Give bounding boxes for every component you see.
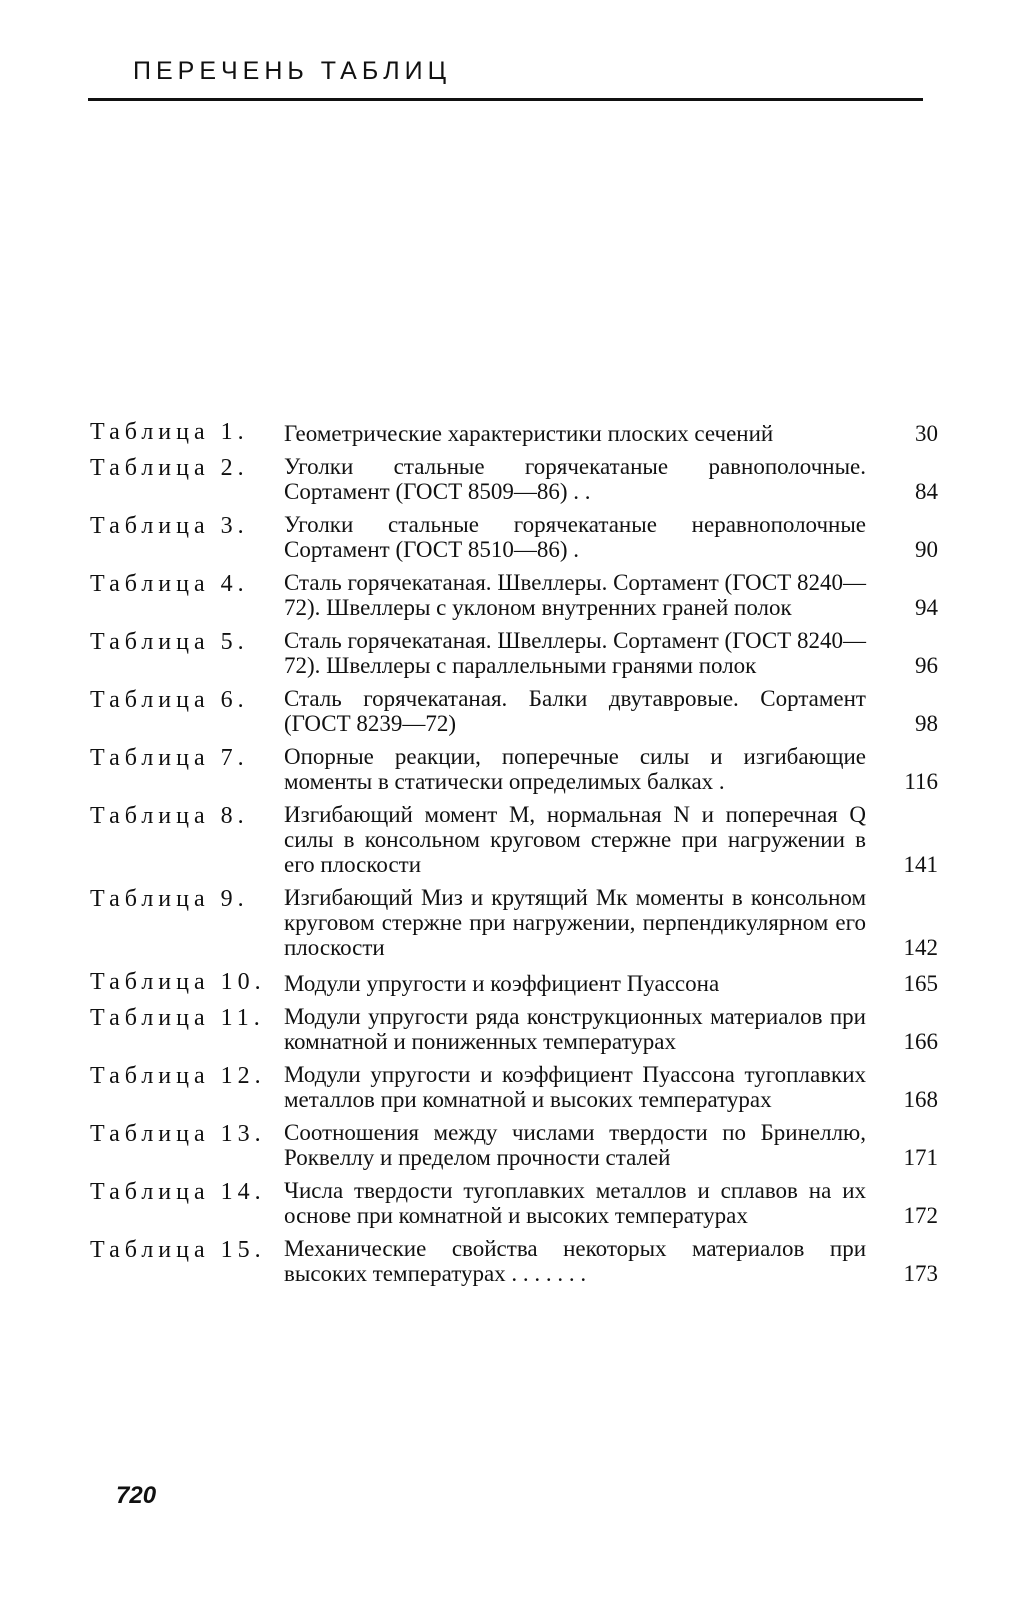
table-label: Таблица 15.: [90, 1237, 266, 1263]
page-number: 172: [903, 1203, 938, 1228]
table-list-item: [90, 686, 938, 736]
table-title: Сталь горячекатаная. Балки двутавровые. Сортамент (ГОСТ 8239—72): [284, 686, 866, 736]
table-list-item: [90, 1004, 938, 1054]
table-title: Соотношения между числами твердости по Бринеллю, Роквеллу и пределом прочности сталей: [284, 1120, 866, 1170]
table-title: Модули упругости ряда конструкционных материалов при комнатной и пониженных температурах: [284, 1004, 866, 1054]
table-title: Уголки стальные горячекатаные неравнополочные Сортамент (ГОСТ 8510—86) .: [284, 512, 866, 562]
table-label: Таблица 14.: [90, 1179, 266, 1205]
table-list-item: [90, 454, 938, 504]
page-number: 94: [915, 595, 938, 620]
table-label: Таблица 5.: [90, 629, 249, 655]
table-title: Геометрические характеристики плоских сечений: [284, 421, 774, 446]
page-number: 166: [903, 1029, 938, 1054]
page-number: 171: [903, 1145, 938, 1170]
page-number: 141: [903, 852, 938, 877]
table-list-item: [90, 628, 938, 678]
table-list-item: [90, 1120, 938, 1170]
page-folio: 720: [116, 1482, 157, 1509]
page-number: 96: [915, 653, 938, 678]
table-label: Таблица 13.: [90, 1121, 266, 1147]
table-list-item: [90, 968, 938, 996]
table-list-item: [90, 885, 938, 960]
table-title: Сталь горячекатаная. Швеллеры. Сортамент (ГОСТ 8240—72). Швеллеры с уклоном внутренних граней полок: [284, 570, 866, 620]
table-label: Таблица 1.: [90, 419, 249, 445]
table-label: Таблица 2.: [90, 455, 249, 481]
table-label: Таблица 9.: [90, 886, 249, 912]
table-list-item: [90, 418, 938, 446]
table-title: Уголки стальные горячекатаные равнополочные. Сортамент (ГОСТ 8509—86) . .: [284, 454, 866, 504]
page-number: 165: [903, 971, 938, 996]
running-header: ПЕРЕЧЕНЬ ТАБЛИЦ: [133, 57, 452, 85]
table-title: Модули упругости и коэффициент Пуассона тугоплавких металлов при комнатной и высоких температурах: [284, 1062, 866, 1112]
table-list-item: [90, 1062, 938, 1112]
table-label: Таблица 4.: [90, 571, 249, 597]
table-title: Механические свойства некоторых материалов при высоких температурах . . . . . . .: [284, 1236, 866, 1286]
table-title: Числа твердости тугоплавких металлов и сплавов на их основе при комнатной и высоких температурах: [284, 1178, 866, 1228]
table-label: Таблица 10.: [90, 969, 266, 995]
page-number: 173: [903, 1261, 938, 1286]
table-title: Опорные реакции, поперечные силы и изгибающие моменты в статически определимых балках .: [284, 744, 866, 794]
table-label: Таблица 12.: [90, 1063, 266, 1089]
table-label: Таблица 3.: [90, 513, 249, 539]
table-list-item: [90, 1236, 938, 1286]
table-list-item: [90, 570, 938, 620]
table-list-item: [90, 744, 938, 794]
table-label: Таблица 11.: [90, 1005, 265, 1031]
page-number: 142: [903, 935, 938, 960]
table-list-item: [90, 802, 938, 877]
table-label: Таблица 7.: [90, 745, 249, 771]
table-title: Изгибающий Mиз и крутящий Mк моменты в консольном круговом стержне при нагружении, перпендикулярном его плоскости: [284, 885, 866, 960]
table-label: Таблица 8.: [90, 803, 249, 829]
page-number: 98: [915, 711, 938, 736]
page-number: 30: [915, 421, 938, 446]
table-list: [90, 418, 938, 1294]
page-number: 84: [915, 479, 938, 504]
table-title: Изгибающий момент M, нормальная N и поперечная Q силы в консольном круговом стержне при нагружении в его плоскости: [284, 802, 866, 877]
table-list-item: [90, 512, 938, 562]
table-title: Модули упругости и коэффициент Пуассона: [284, 971, 720, 996]
table-label: Таблица 6.: [90, 687, 249, 713]
page-number: 90: [915, 537, 938, 562]
table-list-item: [90, 1178, 938, 1228]
header-rule: [88, 98, 923, 101]
page-number: 168: [903, 1087, 938, 1112]
table-title: Сталь горячекатаная. Швеллеры. Сортамент (ГОСТ 8240—72). Швеллеры с параллельными гранями полок: [284, 628, 866, 678]
page-number: 116: [904, 769, 938, 794]
